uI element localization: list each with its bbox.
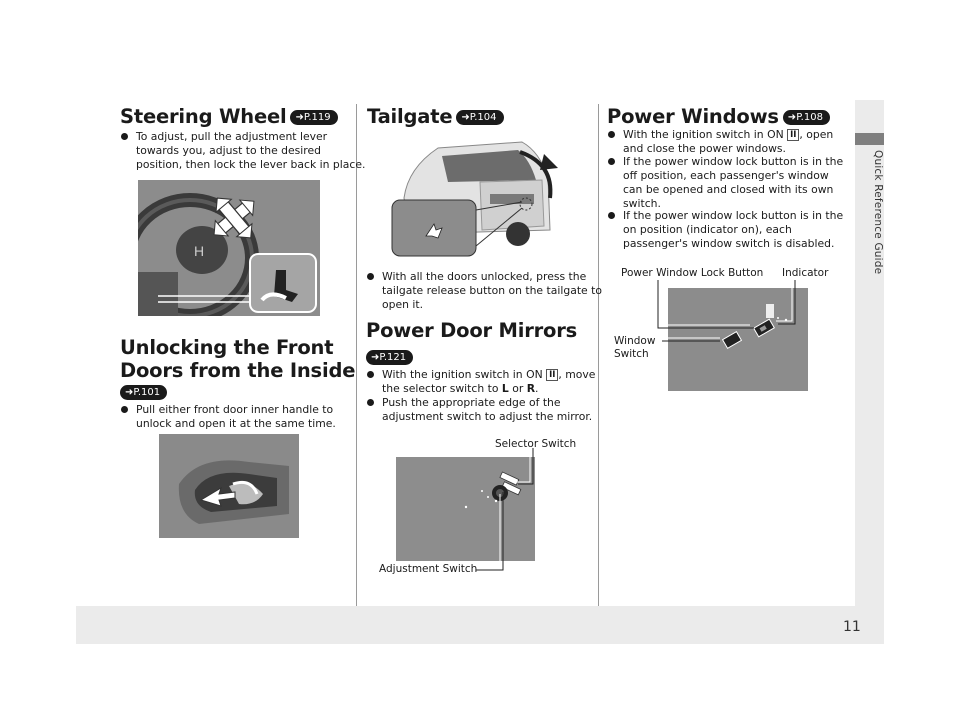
mirrors-title: Power Door Mirrors — [366, 319, 578, 342]
door-handle-image — [159, 434, 299, 538]
svg-text:H: H — [194, 243, 205, 259]
steering-title: Steering Wheel — [120, 105, 287, 128]
steering-page-ref[interactable]: ➜P.119 — [290, 110, 337, 125]
mirror-callout-lines — [470, 448, 540, 574]
unlock-heading — [120, 336, 355, 382]
label-selector-switch: Selector Switch — [495, 438, 577, 450]
mirrors-page-ref[interactable]: ➜P.121 — [366, 350, 413, 365]
tailgate-instruction: With all the doors unlocked, press the tailgate release button on the tailgate to open it. — [366, 270, 608, 312]
footer-band — [76, 606, 884, 644]
unlock-title-line1: Unlocking the Front — [120, 336, 334, 359]
windows-heading — [607, 105, 830, 128]
unlock-title-line2: Doors from the Inside — [120, 359, 356, 382]
label-indicator: Indicator — [782, 267, 829, 279]
steering-wheel-image — [138, 180, 320, 316]
windows-page-ref[interactable]: ➜P.108 — [783, 110, 830, 125]
window-callout-lines — [650, 278, 800, 348]
steering-instruction: To adjust, pull the adjustment lever towards you, adjust to the desired position, then lock the lever back in place. — [120, 130, 368, 172]
side-tab-text: Quick Reference Guide — [872, 150, 884, 275]
tailgate-image — [390, 134, 566, 258]
column-divider-2 — [598, 104, 599, 606]
steering-heading — [120, 105, 338, 128]
tailgate-page-ref[interactable]: ➜P.104 — [456, 110, 503, 125]
unlock-ref-wrap — [120, 383, 167, 402]
windows-instruction-3: If the power window lock button is in the on position (indicator on), each passenger's window switch is disabled. — [607, 209, 851, 251]
label-window-switch-line2: Switch — [614, 348, 649, 360]
windows-instruction-2: If the power window lock button is in the off position, each passenger's window can be opened and closed with its own switch. — [607, 155, 851, 211]
unlock-instruction: Pull either front door inner handle to unlock and open it at the same time. — [120, 403, 368, 431]
unlock-page-ref[interactable]: ➜P.101 — [120, 385, 167, 400]
tailgate-title: Tailgate — [367, 105, 453, 128]
mirrors-heading — [366, 319, 577, 342]
ignition-on-key-2: II — [787, 129, 799, 141]
mirrors-instruction-1: With the ignition switch in ON II , move the selector switch to L or R. — [366, 368, 608, 396]
tailgate-heading — [367, 105, 504, 128]
windows-instruction-1: With the ignition switch in ON II , open and close the power windows. — [607, 128, 851, 156]
column-divider-1 — [356, 104, 357, 606]
ignition-on-key: II — [546, 369, 558, 381]
label-lock-button: Power Window Lock Button — [621, 267, 764, 279]
mirrors-ref-wrap — [366, 348, 413, 367]
page-number: 11 — [843, 619, 861, 635]
side-tab-marker — [855, 133, 884, 145]
label-adjustment-switch: Adjustment Switch — [379, 563, 478, 575]
mirrors-instruction-2: Push the appropriate edge of the adjustment switch to adjust the mirror. — [366, 396, 608, 424]
windows-title: Power Windows — [607, 105, 779, 128]
label-window-switch-line1: Window — [614, 335, 656, 347]
